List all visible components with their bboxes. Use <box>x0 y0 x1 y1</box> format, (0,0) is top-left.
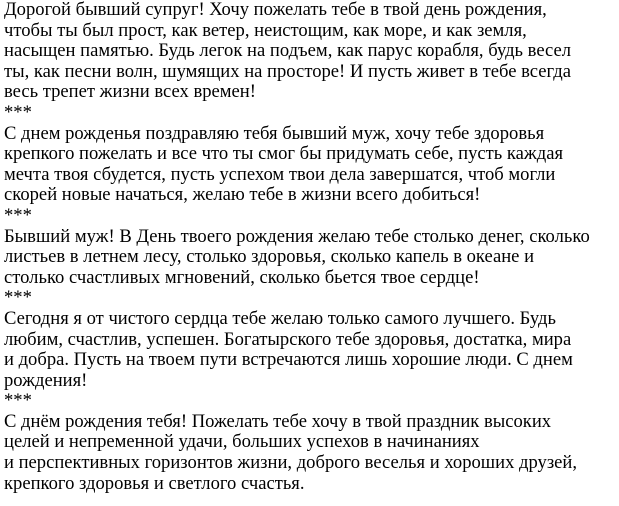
separator-asterisks: *** <box>4 287 32 309</box>
separator-asterisks: *** <box>4 390 32 412</box>
text-line: крепкого пожелать и все что ты смог бы придумать себе, пусть каждая <box>4 143 564 165</box>
text-line: и добра. Пусть на твоем пути встречаются лишь хорошие люди. С днем <box>4 349 573 371</box>
text-line: С днём рождения тебя! Пожелать тебе хочу в твой праздник высоких <box>4 410 552 432</box>
text-line: столько счастливых мгновений, сколько бьется твое сердце! <box>4 266 480 288</box>
text-line: Бывший муж! В День твоего рождения желаю тебе столько денег, сколько <box>4 225 590 247</box>
text-line: мечта твоя сбудется, пусть успехом твои дела завершатся, чтоб могли <box>4 163 556 185</box>
text-line: и перспективных горизонтов жизни, доброго веселья и хороших друзей, <box>4 452 578 474</box>
text-line: насыщен памятью. Будь легок на подъем, как парус корабля, будь весел <box>4 40 572 62</box>
text-line: любим, счастлив, успешен. Богатырского тебе здоровья, достатка, мира <box>4 328 572 350</box>
greeting-paragraph-3 <box>4 227 619 309</box>
text-line: скорей новые начаться, желаю тебе в жизни всего добиться! <box>4 184 481 206</box>
text-line: Сегодня я от чистого сердца тебе желаю только самого лучшего. Будь <box>4 307 556 329</box>
text-line: Дорогой бывший супруг! Хочу пожелать тебе в твой день рождения, <box>4 0 547 20</box>
greeting-paragraph-2 <box>4 124 619 227</box>
text-line: весь трепет жизни всех времен! <box>4 81 256 103</box>
text-line: крепкого здоровья и светлого счастья. <box>4 472 305 494</box>
greeting-paragraph-1 <box>4 0 619 124</box>
text-line: листьев в летнем лесу, столько здоровья, сколько капель в океане и <box>4 246 535 268</box>
separator-asterisks: *** <box>4 101 32 123</box>
text-line: С днем рожденья поздравляю тебя бывший муж, хочу тебе здоровья <box>4 122 545 144</box>
text-line: рождения! <box>4 369 88 391</box>
text-line: ты, как песни волн, шумящих на просторе! И пусть живет в тебе всегда <box>4 60 571 82</box>
greeting-paragraph-5 <box>4 412 619 494</box>
greeting-paragraph-4 <box>4 309 619 412</box>
text-line: целей и непременной удачи, больших успехов в начинаниях <box>4 431 480 453</box>
separator-asterisks: *** <box>4 204 32 226</box>
text-line: чтобы ты был прост, как ветер, неистощим, как море, и как земля, <box>4 19 527 41</box>
